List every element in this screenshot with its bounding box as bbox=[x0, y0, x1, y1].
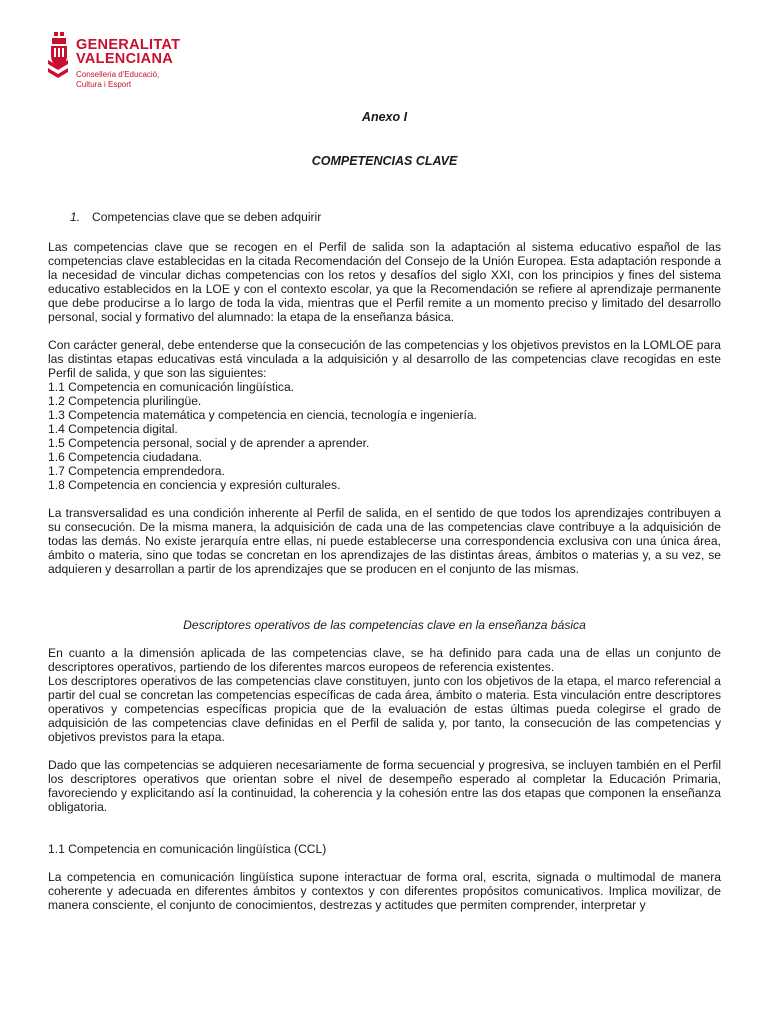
list-item: 1.4 Competencia digital. bbox=[48, 422, 178, 436]
generalitat-logo bbox=[46, 30, 246, 110]
list-item: 1.1 Competencia en comunicación lingüística. bbox=[48, 380, 295, 394]
subheading-descriptors: Descriptores operativos de las competencias clave en la enseñanza básica bbox=[183, 618, 586, 632]
department-line-1: Conselleria d'Educació, bbox=[76, 70, 160, 79]
list-item: 1.7 Competencia emprendedora. bbox=[48, 464, 225, 478]
paragraph-2: Con carácter general, debe entenderse que la consecución de las competencias y los objetivos previstos en la LOMLOE para las distintas etapas educativas está vinculada a la adquisición y al desarrollo de las competencias clave recogidas en este Perfil de salida, y que son las siguientes: bbox=[48, 338, 721, 380]
paragraph-5: Los descriptores operativos de las competencias clave constituyen, junto con los objetivos de la etapa, el marco referencial a partir del cual se concretan las competencias específicas de cada área, ámbito o materia. Esta vinculación entre descriptores operativos y competencias específicas propicia que de la evaluación de estas últimas pueda colegirse el grado de adquisición de las competencias clave definidas en el Perfil de salida y, por tanto, la consecución de las competencias y objetivos previstos para la etapa. bbox=[48, 674, 721, 744]
section-1-number: 1. bbox=[70, 210, 81, 224]
section-1-title: Competencias clave que se deben adquirir bbox=[92, 210, 322, 224]
annex-title: Anexo I bbox=[361, 110, 408, 124]
section-1-heading bbox=[70, 210, 670, 224]
brand-line-1: GENERALITAT bbox=[76, 37, 181, 53]
department-line-2: Cultura i Esport bbox=[76, 80, 132, 89]
list-item: 1.3 Competencia matemática y competencia en ciencia, tecnología e ingeniería. bbox=[48, 408, 477, 422]
main-title: COMPETENCIAS CLAVE bbox=[311, 154, 458, 168]
paragraph-7: La competencia en comunicación lingüística supone interactuar de forma oral, escrita, signada o multimodal de manera coherente y adecuada en diferentes ámbitos y contextos y con diferentes propósitos comunicativos. Implica movilizar, de manera consciente, el conjunto de conocimientos, destrezas y actitudes que permiten comprender, interpretar y bbox=[48, 870, 721, 912]
paragraph-3: La transversalidad es una condición inherente al Perfil de salida, en el sentido de que todos los aprendizajes contribuyen a su consecución. De la misma manera, la adquisición de cada una de las competencias clave contribuye a la adquisición de todas las demás. No existe jerarquía entre ellas, ni puede establecerse una correspondencia exclusiva con una única área, ámbito o materia, sino que todas se concretan en los aprendizajes de las distintas áreas, ámbitos o materias y, a su vez, se adquieren y desarrollan a partir de los aprendizajes que se producen en el conjunto de las mismas. bbox=[48, 506, 721, 576]
list-item: 1.5 Competencia personal, social y de aprender a aprender. bbox=[48, 436, 370, 450]
paragraph-4: En cuanto a la dimensión aplicada de las competencias clave, se ha definido para cada una de ellas un conjunto de descriptores operativos, partiendo de los diferentes marcos europeos de referencia existentes. bbox=[48, 646, 721, 674]
list-item: 1.8 Competencia en conciencia y expresión culturales. bbox=[48, 478, 341, 492]
competence-list bbox=[48, 380, 721, 492]
brand-line-2: VALENCIANA bbox=[76, 51, 173, 67]
section-1-1-heading: 1.1 Competencia en comunicación lingüística (CCL) bbox=[48, 842, 327, 856]
coat-of-arms-icon bbox=[46, 30, 74, 82]
paragraph-1: Las competencias clave que se recogen en el Perfil de salida son la adaptación al sistema educativo español de las competencias clave establecidas en la citada Recomendación del Consejo de la Unión Europea. Esta adaptación responde a la necesidad de vincular dichas competencias con los retos y desafíos del siglo XXI, con los principios y fines del sistema educativo establecidos en la LOE y con el contexto escolar, ya que la Recomendación se refiere al aprendizaje permanente que debe producirse a lo largo de toda la vida, mientras que el Perfil remite a un momento preciso y limitado del desarrollo personal, social y formativo del alumnado: la etapa de la enseñanza básica. bbox=[48, 240, 721, 324]
list-item: 1.6 Competencia ciudadana. bbox=[48, 450, 202, 464]
list-item: 1.2 Competencia plurilingüe. bbox=[48, 394, 202, 408]
paragraph-6: Dado que las competencias se adquieren necesariamente de forma secuencial y progresiva, se incluyen también en el Perfil los descriptores operativos que orientan sobre el nivel de desempeño esperado al completar la Educación Primaria, favoreciendo y explicitando así la continuidad, la coherencia y la cohesión entre las dos etapas que componen la enseñanza obligatoria. bbox=[48, 758, 721, 814]
